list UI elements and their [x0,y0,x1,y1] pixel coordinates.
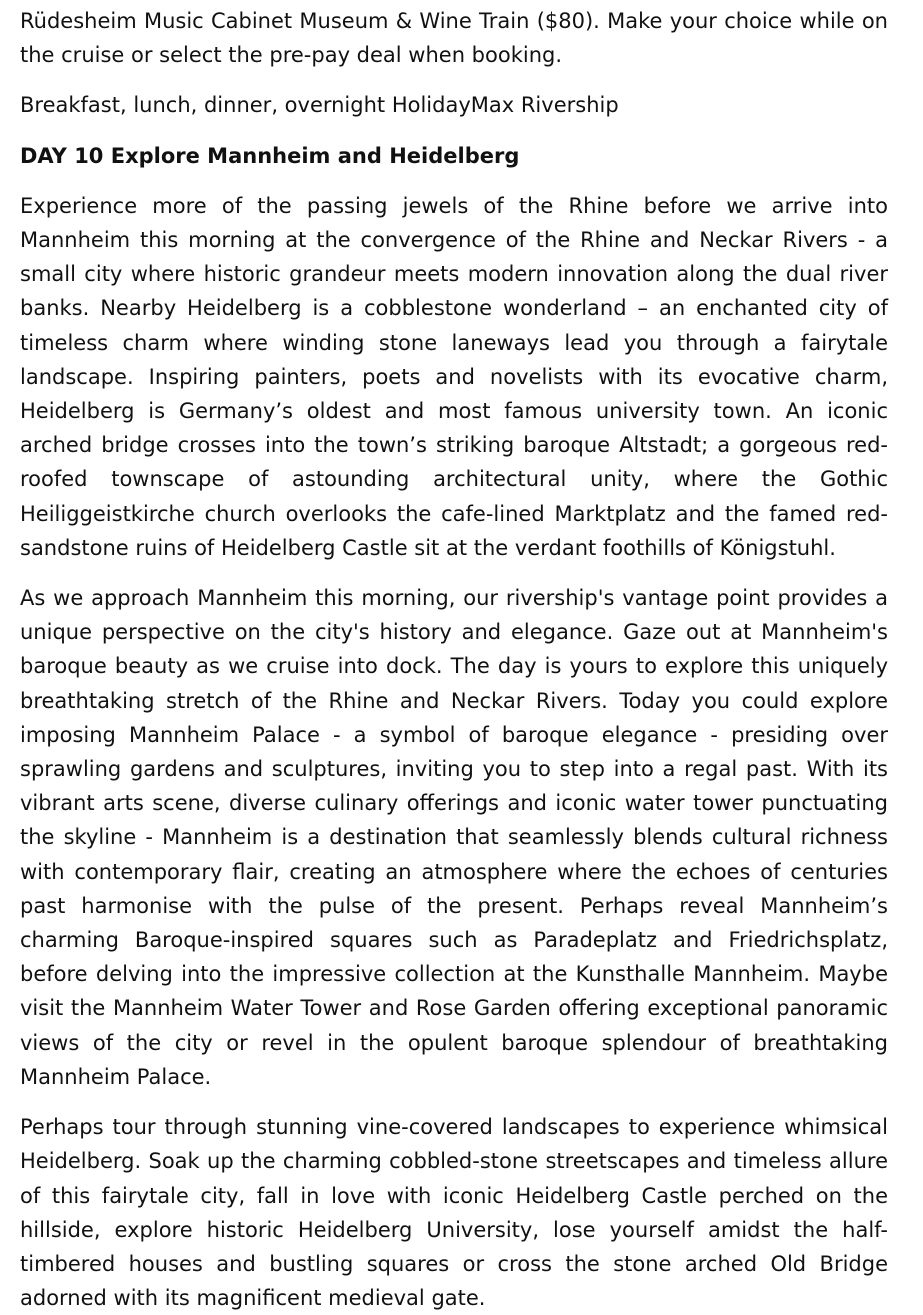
day-intro-paragraph: Experience more of the passing jewels of the Rhine before we arrive into Mannheim this morning at the convergence of the Rhine and Neckar Rivers - a small city where historic grandeur meets modern innovation along the dual river banks. Nearby Heidelberg is a cobblestone wonderland – an enchanted city of timeless charm where winding stone laneways lead you through a fairytale landscape. Inspiring painters, poets and novelists with its evocative charm, Heidelberg is Germany’s oldest and most famous university town. An iconic arched bridge crosses into the town’s striking baroque Altstadt; a gorgeous red-roofed townscape of astounding architectural unity, where the Gothic Heiliggeistkirche church overlooks the cafe-lined Marktplatz and the famed red-sandstone ruins of Heidelberg Castle sit at the verdant foothills of Königstuhl. [20,193,888,560]
meals-line: Breakfast, lunch, dinner, overnight HolidayMax Rivership [20,93,619,118]
excursion-options-paragraph: Rüdesheim Music Cabinet Museum & Wine Train ($80). Make your choice while on the cruise or select the pre-pay deal when booking. [20,9,888,68]
heidelberg-paragraph: Perhaps tour through stunning vine-covered landscapes to experience whimsical Heidelberg. Soak up the charming cobbled-stone streetscapes and timeless allure of this fairytale city, fall in love with iconic Heidelberg Castle perched on the hillside, explore historic Heidelberg University, lose yourself amidst the half-timbered houses and bustling squares or cross the stone arched Old Bridge adorned with its magnificent medieval gate. [20,1115,888,1311]
mannheim-paragraph: As we approach Mannheim this morning, our rivership's vantage point provides a unique perspective on the city's history and elegance. Gaze out at Mannheim's baroque beauty as we cruise into dock. The day is yours to explore this uniquely breathtaking stretch of the Rhine and Neckar Rivers. Today you could explore imposing Mannheim Palace - a symbol of baroque elegance - presiding over sprawling gardens and sculptures, inviting you to step into a regal past. With its vibrant arts scene, diverse culinary offerings and iconic water tower punctuating the skyline - Mannheim is a destination that seamlessly blends cultural richness with contemporary flair, creating an atmosphere where the echoes of centuries past harmonise with the pulse of the present. Perhaps reveal Mannheim’s charming Baroque-inspired squares such as Paradeplatz and Friedrichsplatz, before delving into the impressive collection at the Kunsthalle Mannheim. Maybe visit the Mannheim Water Tower and Rose Garden offering exceptional panoramic views of the city or revel in the opulent baroque splendour of breathtaking Mannheim Palace. [20,586,888,1089]
day-heading: DAY 10 Explore Mannheim and Heidelberg [20,143,520,168]
